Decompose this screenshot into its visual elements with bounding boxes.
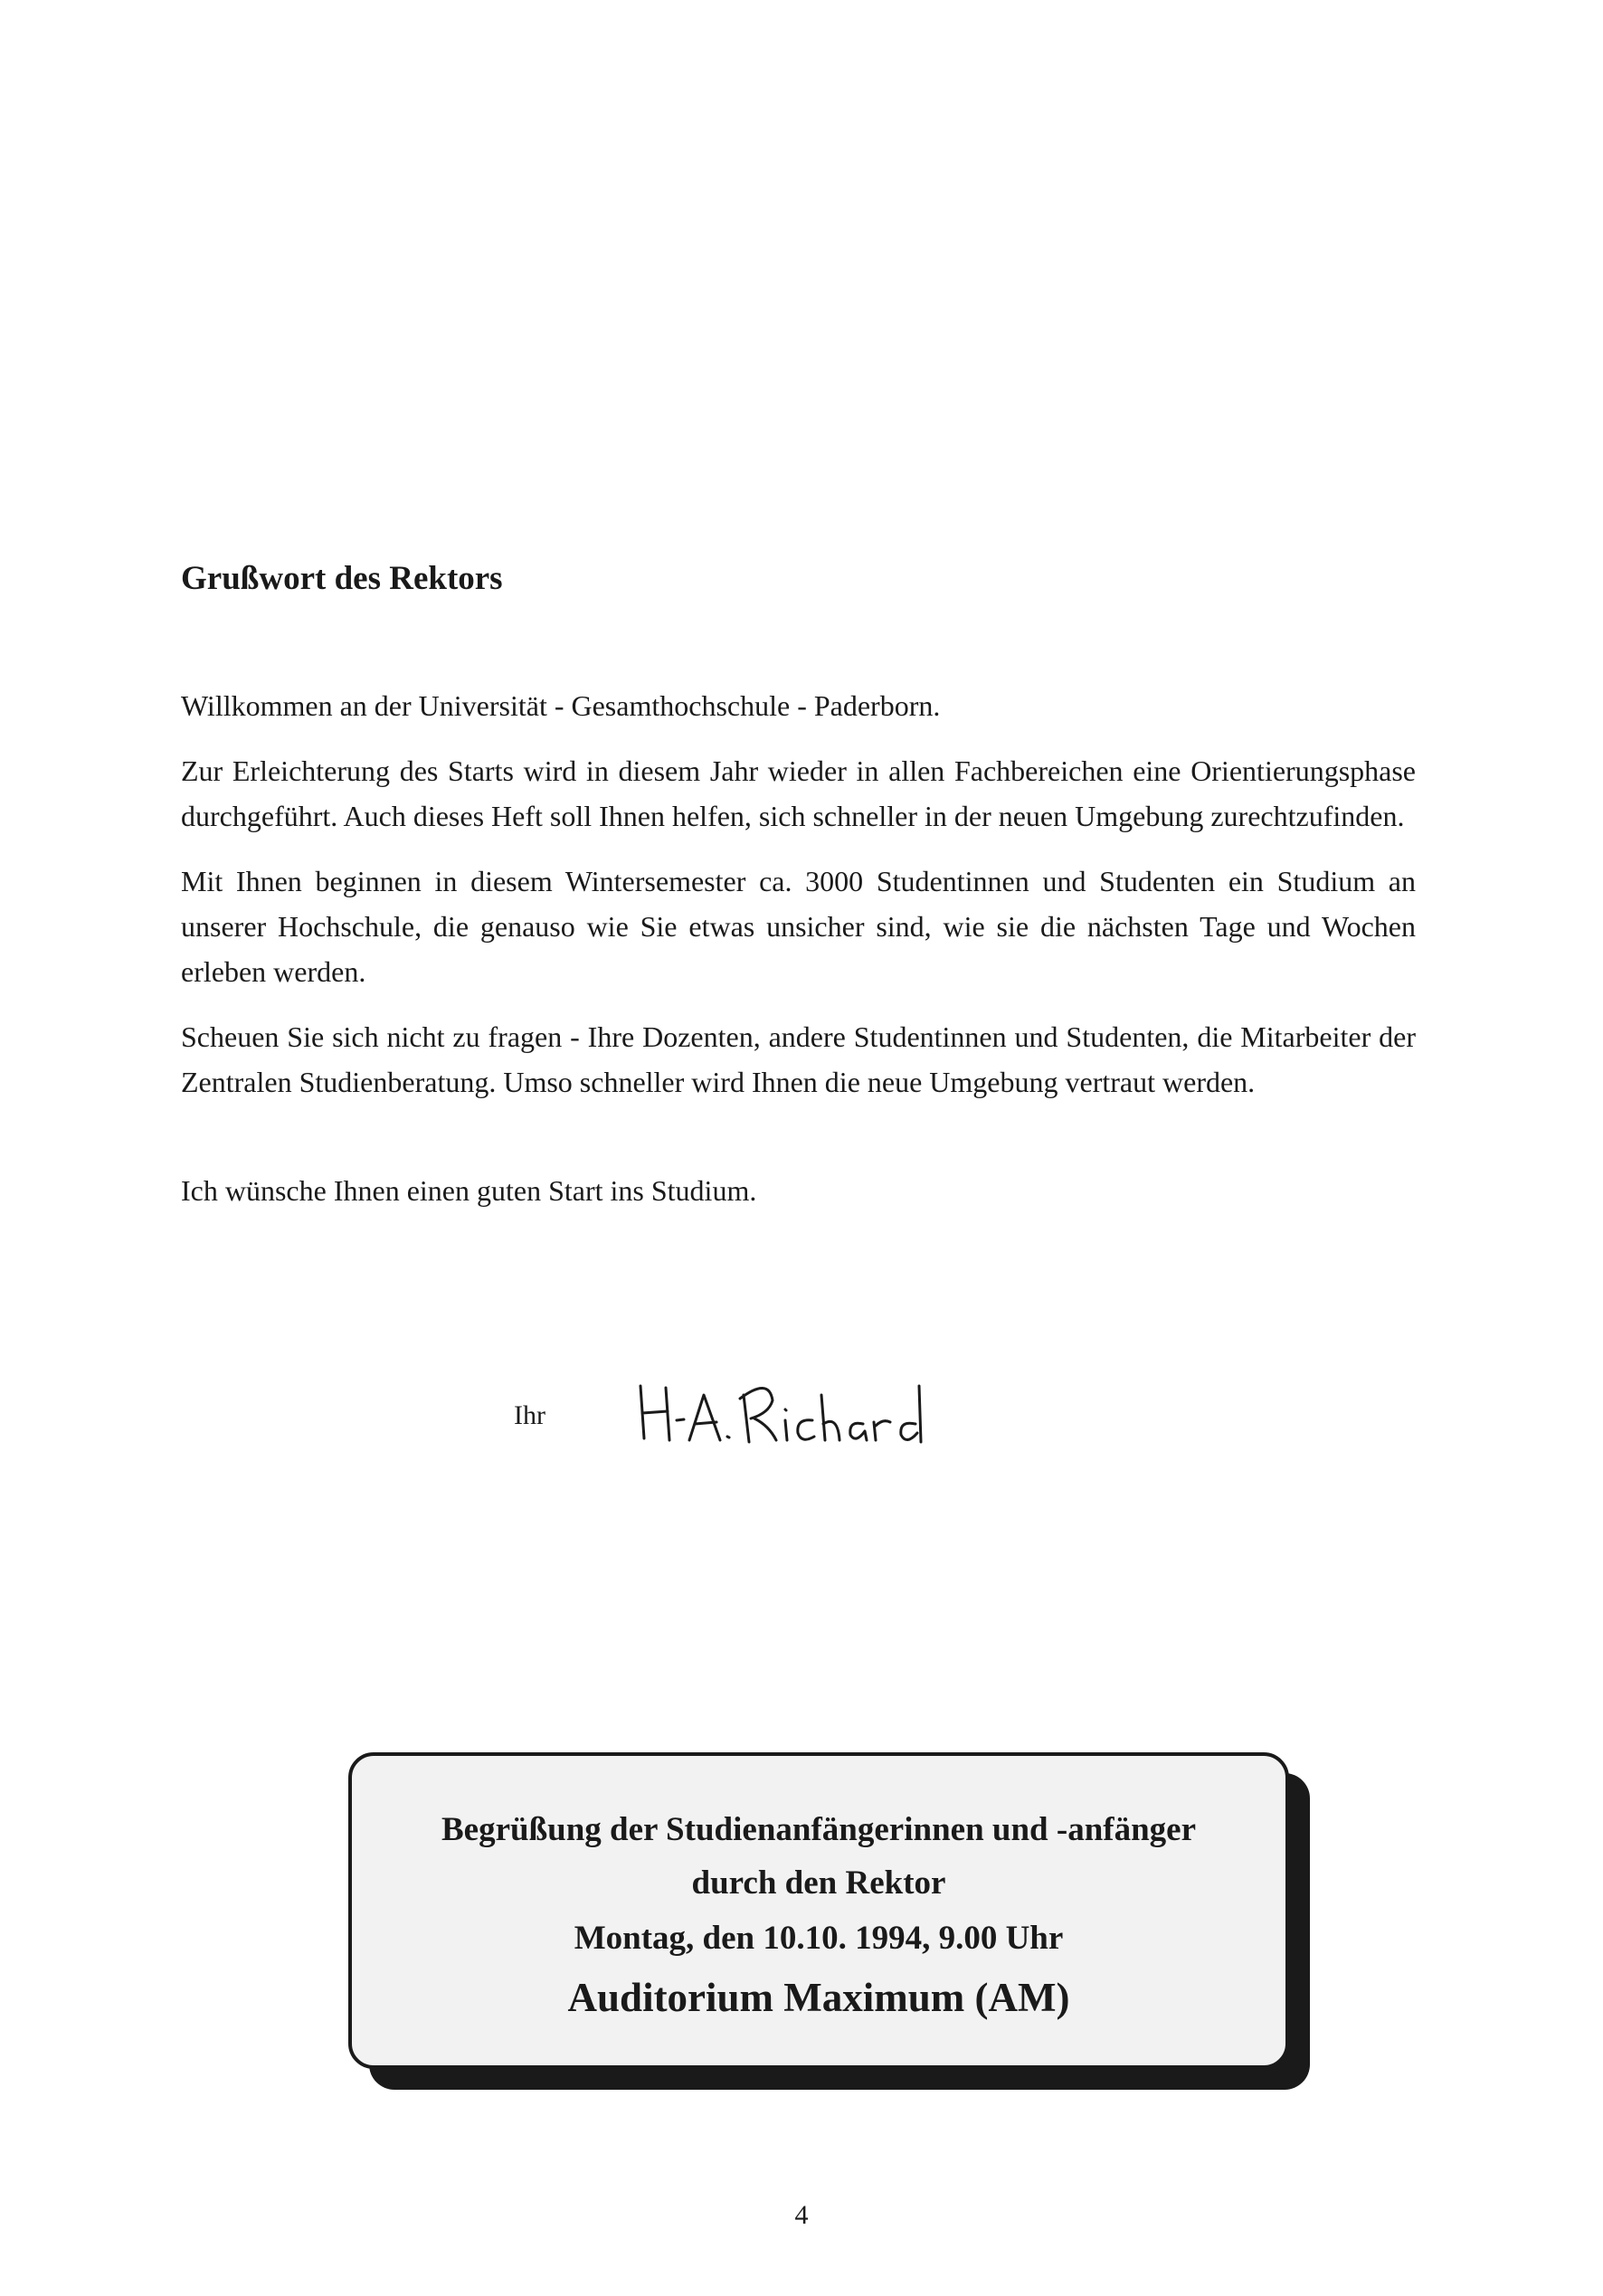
signature-image xyxy=(633,1368,959,1449)
announcement-box xyxy=(348,1752,1289,2069)
announcement-location: Auditorium Maximum (AM) xyxy=(567,1975,1070,2020)
handwritten-signature xyxy=(633,1368,959,1449)
page-number: 4 xyxy=(794,2200,809,2230)
letter-body xyxy=(181,683,1416,1233)
paragraph-students: Mit Ihnen beginnen in diesem Wintersemester ca. 3000 Studentinnen und Studenten ein Studium an unserer Hochschule, die genauso wie Sie etwas unsicher sind, wie sie die nächsten Tage und Wochen erleben werden. xyxy=(181,865,1416,988)
paragraph-ask: Scheuen Sie sich nicht zu fragen - Ihre Dozenten, andere Studentinnen und Studenten, die Mitarbeiter der Zentralen Studienberatung. Umso schneller wird Ihnen die neue Umgebung vertraut werden. xyxy=(181,1020,1416,1098)
paragraph-orientation: Zur Erleichterung des Starts wird in diesem Jahr wieder in allen Fachbereichen eine Orientierungsphase durchgeführt. Auch dieses Heft soll Ihnen helfen, sich schneller in der neuen Umgebung zurechtzufinden. xyxy=(181,754,1416,832)
page-title: Grußwort des Rektors xyxy=(181,560,503,597)
paragraph-welcome: Willkommen an der Universität - Gesamthochschule - Paderborn. xyxy=(181,689,941,722)
announcement-date: Montag, den 10.10. 1994, 9.00 Uhr xyxy=(574,1920,1064,1957)
announcement-subtitle: durch den Rektor xyxy=(691,1864,946,1902)
paragraph-closing: Ich wünsche Ihnen einen guten Start ins Studium. xyxy=(181,1174,757,1207)
announcement-title: Begrüßung der Studienanfängerinnen und -anfänger xyxy=(441,1811,1197,1848)
signature-label: Ihr xyxy=(514,1400,545,1430)
